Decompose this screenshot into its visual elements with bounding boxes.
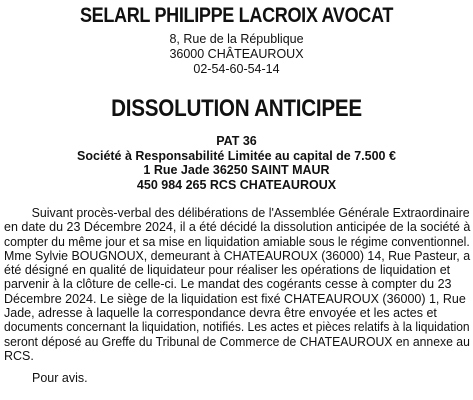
company-registration: 450 984 265 RCS CHATEAUROUX	[136, 177, 337, 192]
firm-street: 8, Rue de la République	[169, 32, 304, 46]
company-legal-form: Société à Responsabilité Limitée au capital de 7.500 €	[77, 148, 396, 163]
body-line: Suivant procès-verbal des délibérations de l'Assemblée Générale Extraordinaire	[31, 206, 470, 220]
company-info	[0, 134, 473, 192]
body-line: Décembre 2024. Le siège de la liquidation est fixé CHATEAUROUX (36000) 1, Rue	[4, 291, 466, 306]
body-line: RCS.	[4, 348, 34, 363]
company-name: PAT 36	[216, 134, 257, 148]
notice-body	[4, 206, 470, 363]
firm-name: SELARL PHILIPPE LACROIX AVOCAT	[79, 4, 394, 27]
closing-text: Pour avis.	[32, 371, 88, 385]
body-line: été désigné en qualité de liquidateur pour réaliser les opérations de liquidation et	[4, 263, 451, 278]
company-address: 1 Rue Jade 36250 SAINT MAUR	[143, 163, 330, 177]
body-line: seront déposé au Greffe du Tribunal de Commerce de CHATEAUROUX en annexe au	[4, 334, 470, 349]
firm-city: 36000 CHÂTEAUROUX	[169, 47, 304, 61]
body-line: en date du 23 Décembre 2024, il a été décidé la dissolution anticipée de la société à	[4, 220, 471, 235]
notice-title: DISSOLUTION ANTICIPEE	[111, 95, 362, 122]
body-line: Jade, adresse à laquelle la correspondance devra être envoyée et les actes et	[4, 306, 437, 321]
body-line: parvenir à la clôture de celle-ci. Le mandat des cogérants cesse à compter du 23	[4, 277, 452, 292]
body-line: compter du même jour et sa mise en liquidation amiable sous le régime conventionnel.	[4, 234, 470, 249]
firm-address	[0, 32, 473, 77]
body-line: documents concernant la liquidation, notifiés. Les actes et pièces relatifs à la liquidation	[4, 320, 470, 335]
body-line: Mme Sylvie BOUGNOUX, demeurant à CHATEAUROUX (36000) 14, Rue Pasteur, a	[4, 248, 471, 263]
firm-phone: 02-54-60-54-14	[193, 62, 280, 76]
